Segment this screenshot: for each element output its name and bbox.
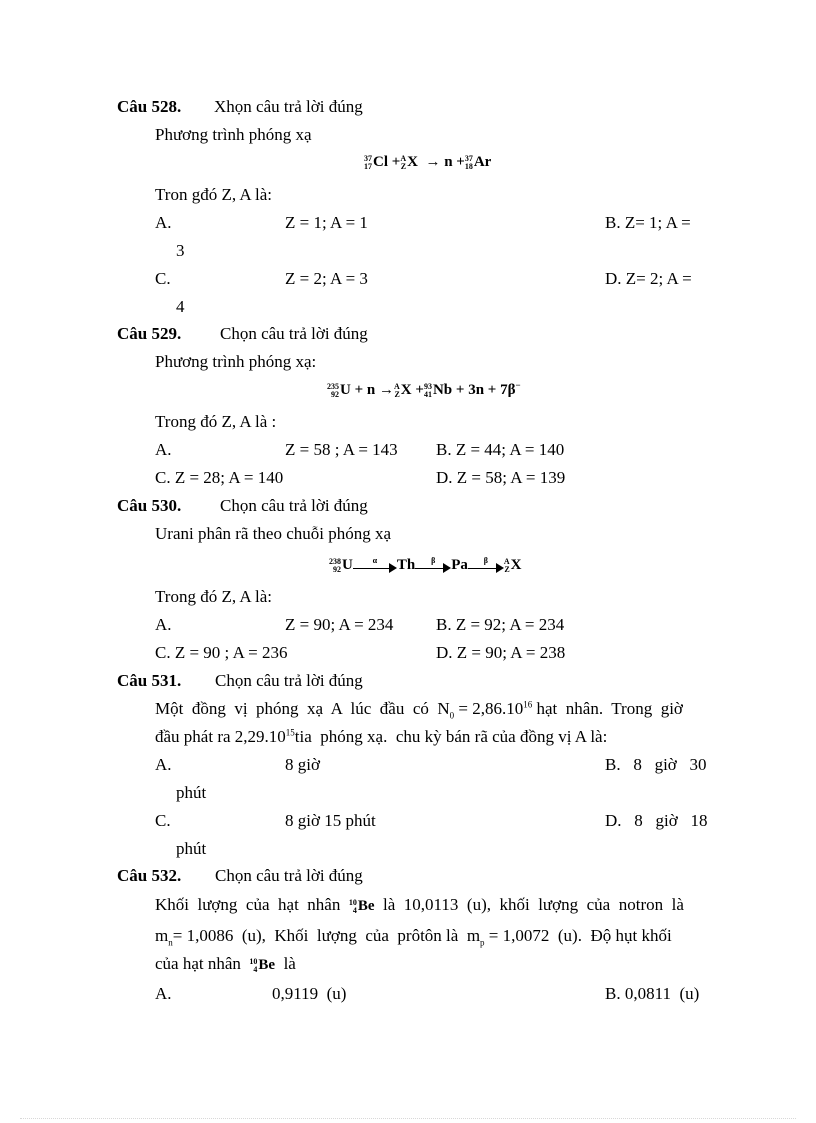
q530-intro: Urani phân rã theo chuỗi phóng xạ <box>155 524 392 543</box>
q531-option-c: 8 giờ 15 phút <box>285 811 376 830</box>
page-footer-divider <box>20 1118 796 1119</box>
q528-option-c: Z = 2; A = 3 <box>285 269 368 288</box>
q530-title: Chọn câu trả lời đúng <box>220 496 368 515</box>
q528-option-a-label: A. <box>155 213 172 232</box>
q529-number: Câu 529. <box>117 324 182 343</box>
q530-option-c: C. Z = 90 ; A = 236 <box>155 643 288 662</box>
beta-arrow-icon: β <box>468 559 504 573</box>
q529-option-c: C. Z = 28; A = 140 <box>155 468 284 487</box>
q531-line-1: Một đồng vị phóng xạ A lúc đầu có $N_0 = 2,86.10^{16}$ hạt nhân. Trong giờ <box>155 699 683 721</box>
q531-option-b-cont: phút <box>176 783 207 802</box>
q531-option-d: D. 8 giờ 18 <box>605 811 708 830</box>
q532-number: Câu 532. <box>117 866 182 885</box>
q531-option-a: 8 giờ <box>285 755 320 774</box>
q529-option-a-label: A. <box>155 440 172 459</box>
q528-option-b: B. Z= 1; A = <box>605 213 691 232</box>
q528-equation: 37 17 Cl + A Z X → n + 37 18 Ar <box>364 153 492 171</box>
q532-line-3: của hạt nhân 10 4 Be là <box>155 954 296 974</box>
q531-number: Câu 531. <box>117 671 182 690</box>
q529-option-a: Z = 58 ; A = 143 <box>285 440 398 459</box>
q530-option-a: Z = 90; A = 234 <box>285 615 394 634</box>
q532-line-1: Khối lượng của hạt nhân 10 4 Be là 10,0113 (u), khối lượng của notron là <box>155 895 684 915</box>
q529-intro: Phương trình phóng xạ: <box>155 352 317 371</box>
q528-option-d: D. Z= 2; A = <box>605 269 692 288</box>
q532-option-a: 0,9119 (u) <box>272 984 347 1003</box>
q531-option-a-label: A. <box>155 755 172 774</box>
beta-arrow-icon: β <box>415 559 451 573</box>
q530-stem: Trong đó Z, A là: <box>155 587 272 606</box>
q530-option-a-label: A. <box>155 615 172 634</box>
q529-option-b: B. Z = 44; A = 140 <box>436 440 565 459</box>
q528-number: Câu 528. <box>117 97 182 116</box>
q528-option-b-cont: 3 <box>176 241 185 260</box>
q530-option-d: D. Z = 90; A = 238 <box>436 643 566 662</box>
q530-number: Câu 530. <box>117 496 182 515</box>
q532-option-b: B. 0,0811 (u) <box>605 984 700 1003</box>
q531-option-b: B. 8 giờ 30 <box>605 755 707 774</box>
q528-intro: Phương trình phóng xạ <box>155 125 312 144</box>
q530-option-b: B. Z = 92; A = 234 <box>436 615 565 634</box>
q531-line-2: đầu phát ra 2,29.10$^{15}$tia phóng xạ. chu kỳ bán rã của đồng vị A là: <box>155 727 608 746</box>
q531-option-c-label: C. <box>155 811 171 830</box>
alpha-arrow-icon: α <box>353 559 397 573</box>
q528-option-d-cont: 4 <box>176 297 185 316</box>
q531-title: Chọn câu trả lời đúng <box>215 671 363 690</box>
q528-option-a: Z = 1; A = 1 <box>285 213 368 232</box>
q531-option-d-cont: phút <box>176 839 207 858</box>
q529-stem: Trong đó Z, A là : <box>155 412 277 431</box>
q528-title: Xhọn câu trả lời đúng <box>214 97 363 116</box>
q532-line-2: $m_n= 1,0086$ (u), Khối lượng của prôtôn là $m_p = 1,0072$ (u). Độ hụt khối <box>155 926 672 948</box>
q530-decay-chain: 238 92 U α Th β Pa β A Z X <box>329 555 522 574</box>
q529-equation: 235 92 U + n → A Z X + 93 41 Nb + 3n + 7β− <box>327 380 521 399</box>
q529-option-d: D. Z = 58; A = 139 <box>436 468 566 487</box>
q528-option-c-label: C. <box>155 269 171 288</box>
q529-title: Chọn câu trả lời đúng <box>220 324 368 343</box>
q532-option-a-label: A. <box>155 984 172 1003</box>
q532-title: Chọn câu trả lời đúng <box>215 866 363 885</box>
q528-stem: Tron gđó Z, A là: <box>155 185 272 204</box>
